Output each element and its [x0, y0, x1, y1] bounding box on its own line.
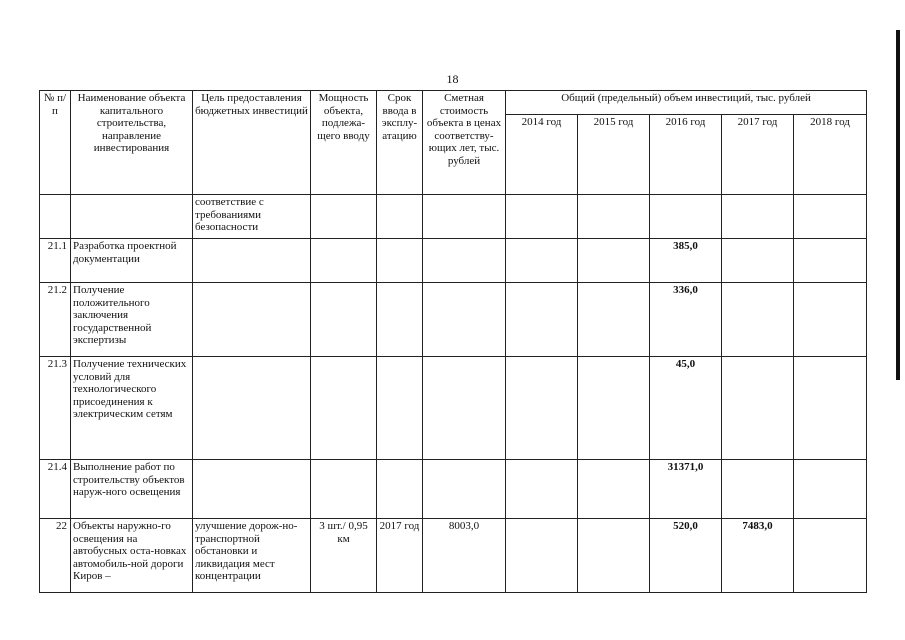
- row-2014: [506, 239, 578, 283]
- row-num: 21.2: [40, 283, 71, 357]
- row-term: [377, 195, 423, 239]
- row-capacity: [311, 239, 377, 283]
- row-2016: 45,0: [650, 357, 722, 460]
- row-term: [377, 460, 423, 519]
- row-goal: [193, 357, 311, 460]
- row-cost: [423, 283, 506, 357]
- header-year-2014: 2014 год: [506, 115, 578, 195]
- row-2018: [794, 195, 867, 239]
- table-row: [40, 283, 867, 357]
- page-number: 18: [446, 72, 459, 86]
- row-capacity: [311, 460, 377, 519]
- row-num: 21.1: [40, 239, 71, 283]
- header-goal: Цель предоставления бюджетных инвестиций: [193, 91, 311, 195]
- table-row: [40, 195, 867, 239]
- header-total: Общий (предельный) объем инвестиций, тыс. рублей: [506, 91, 867, 115]
- row-name: Получение технических условий для технологического присоединения к электрическим сетям: [71, 357, 193, 460]
- page-edge-bar: [896, 30, 900, 380]
- row-2016: 385,0: [650, 239, 722, 283]
- row-cost: [423, 239, 506, 283]
- row-2016: 336,0: [650, 283, 722, 357]
- row-goal: [193, 239, 311, 283]
- row-goal: [193, 283, 311, 357]
- row-2018: [794, 239, 867, 283]
- row-2014: [506, 357, 578, 460]
- row-2014: [506, 283, 578, 357]
- row-cost: [423, 357, 506, 460]
- header-year-2015: 2015 год: [578, 115, 650, 195]
- row-capacity: [311, 283, 377, 357]
- header-year-2016: 2016 год: [650, 115, 722, 195]
- table-row: [40, 460, 867, 519]
- row-2016: 520,0: [650, 519, 722, 593]
- row-name: Получение положительного заключения государственной экспертизы: [71, 283, 193, 357]
- row-goal: улучшение дорож-но-транспортной обстановки и ликвидация мест концентрации: [193, 519, 311, 593]
- row-2018: [794, 357, 867, 460]
- row-2017: [722, 357, 794, 460]
- row-2015: [578, 239, 650, 283]
- row-2016: [650, 195, 722, 239]
- row-num: 22: [40, 519, 71, 593]
- header-year-2017: 2017 год: [722, 115, 794, 195]
- row-2017: [722, 195, 794, 239]
- row-name: [71, 195, 193, 239]
- row-2015: [578, 460, 650, 519]
- row-term: 2017 год: [377, 519, 423, 593]
- row-num: 21.3: [40, 357, 71, 460]
- header-name: Наименование объекта капитального строительства, направление инвестирования: [71, 91, 193, 195]
- row-cost: [423, 460, 506, 519]
- row-2015: [578, 357, 650, 460]
- row-2017: [722, 283, 794, 357]
- header-term: Срок ввода в эксплу-атацию: [377, 91, 423, 195]
- row-2018: [794, 519, 867, 593]
- row-name: Разработка проектной документации: [71, 239, 193, 283]
- row-capacity: 3 шт./ 0,95 км: [311, 519, 377, 593]
- header-num: № п/п: [40, 91, 71, 195]
- row-2018: [794, 283, 867, 357]
- row-term: [377, 283, 423, 357]
- header-cost: Сметная стоимость объекта в ценах соответству-ющих лет, тыс. рублей: [423, 91, 506, 195]
- table-row: [40, 357, 867, 460]
- row-2014: [506, 460, 578, 519]
- row-2015: [578, 519, 650, 593]
- row-2016: 31371,0: [650, 460, 722, 519]
- table-row: [40, 239, 867, 283]
- row-2014: [506, 195, 578, 239]
- row-term: [377, 239, 423, 283]
- row-goal: соответствие с требованиями безопасности: [193, 195, 311, 239]
- row-name: Объекты наружно-го освещения на автобусных оста-новках автомобиль-ной дороги Киров –: [71, 519, 193, 593]
- row-2017: [722, 460, 794, 519]
- row-2018: [794, 460, 867, 519]
- row-goal: [193, 460, 311, 519]
- row-num: [40, 195, 71, 239]
- table-row: [40, 519, 867, 593]
- header-capacity: Мощность объекта, подлежа-щего вводу: [311, 91, 377, 195]
- row-2014: [506, 519, 578, 593]
- row-2017: [722, 239, 794, 283]
- row-2017: 7483,0: [722, 519, 794, 593]
- row-capacity: [311, 195, 377, 239]
- row-num: 21.4: [40, 460, 71, 519]
- investment-table: [39, 90, 867, 593]
- row-capacity: [311, 357, 377, 460]
- row-term: [377, 357, 423, 460]
- header-year-2018: 2018 год: [794, 115, 867, 195]
- row-name: Выполнение работ по строительству объектов наруж-ного освещения: [71, 460, 193, 519]
- row-2015: [578, 283, 650, 357]
- row-cost: [423, 195, 506, 239]
- row-cost: 8003,0: [423, 519, 506, 593]
- row-2015: [578, 195, 650, 239]
